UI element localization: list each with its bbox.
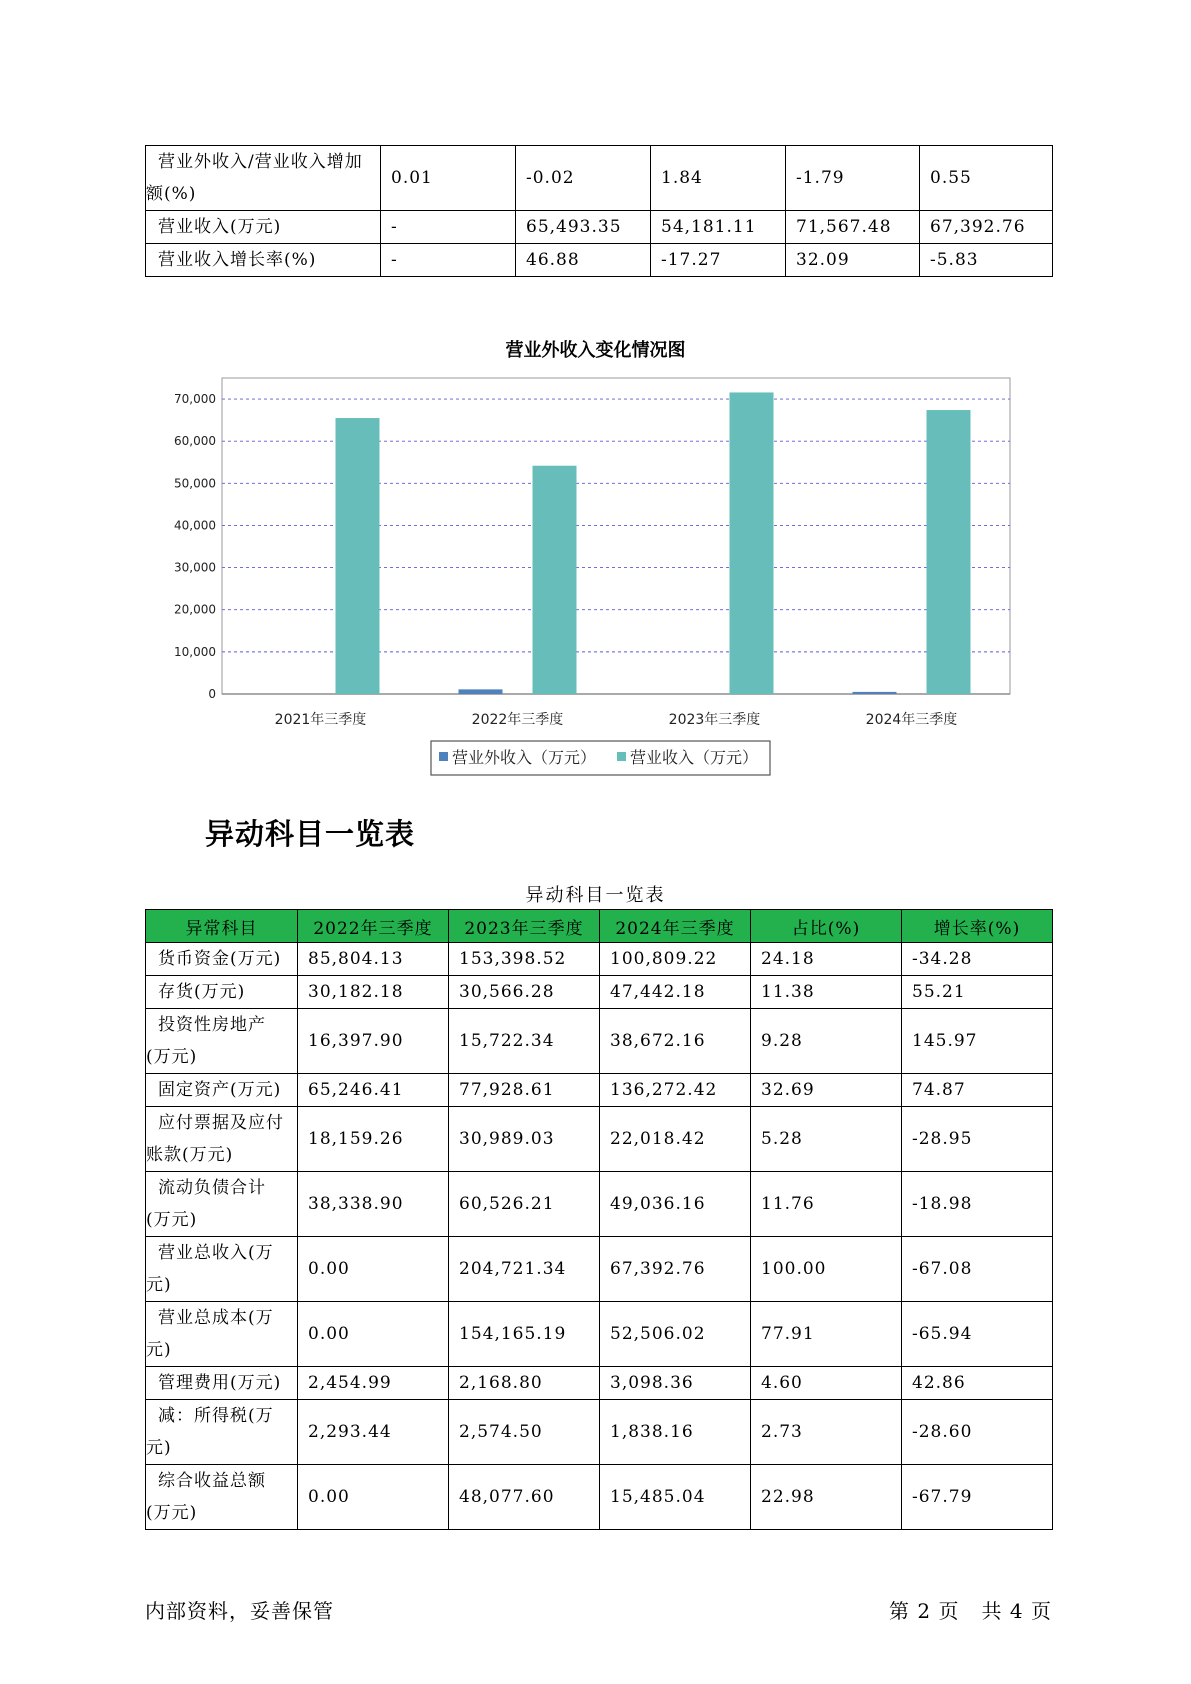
y-tick-label: 50,000	[174, 476, 216, 491]
bar-non-operating-income	[853, 692, 897, 694]
col-header: 异常科目	[146, 910, 298, 943]
cell-value: -18.98	[902, 1172, 1053, 1237]
row-label: 管理费用(万元)	[146, 1367, 298, 1400]
cell-value: 16,397.90	[298, 1009, 449, 1074]
cell-value: 0.55	[920, 146, 1053, 211]
y-tick-label: 40,000	[174, 518, 216, 533]
table-header-row	[146, 910, 1053, 943]
cell-value: 38,338.90	[298, 1172, 449, 1237]
cell-value: 22.98	[751, 1465, 902, 1530]
row-label: 营业外收入/营业收入增加额(%)	[146, 146, 381, 211]
cell-value: 85,804.13	[298, 943, 449, 976]
col-header: 2024年三季度	[600, 910, 751, 943]
cell-value: 47,442.18	[600, 976, 751, 1009]
col-header: 增长率(%)	[902, 910, 1053, 943]
cell-value: 32.09	[786, 244, 920, 277]
cell-value: 0.00	[298, 1237, 449, 1302]
row-label: 投资性房地产(万元)	[146, 1009, 298, 1074]
cell-value: 2,574.50	[449, 1400, 600, 1465]
cell-value: 65,246.41	[298, 1074, 449, 1107]
cell-value: 11.76	[751, 1172, 902, 1237]
cell-value: 77,928.61	[449, 1074, 600, 1107]
cell-value: 11.38	[751, 976, 902, 1009]
table-row	[146, 976, 1053, 1009]
cell-value: 100,809.22	[600, 943, 751, 976]
y-tick-label: 10,000	[174, 644, 216, 659]
cell-value: 0.00	[298, 1465, 449, 1530]
cell-value: 4.60	[751, 1367, 902, 1400]
cell-value: -17.27	[651, 244, 786, 277]
cell-value: 49,036.16	[600, 1172, 751, 1237]
table-row	[146, 1237, 1053, 1302]
cell-value: 55.21	[902, 976, 1053, 1009]
row-label: 营业总成本(万元)	[146, 1302, 298, 1367]
table-row	[146, 1107, 1053, 1172]
cell-value: -	[381, 244, 516, 277]
anomaly-table-body	[146, 943, 1053, 1530]
cell-value: 30,182.18	[298, 976, 449, 1009]
cell-value: 204,721.34	[449, 1237, 600, 1302]
cell-value: 38,672.16	[600, 1009, 751, 1074]
cell-value: -28.60	[902, 1400, 1053, 1465]
col-header: 2022年三季度	[298, 910, 449, 943]
legend-label: 营业外收入（万元）	[452, 748, 597, 767]
row-label: 综合收益总额(万元)	[146, 1465, 298, 1530]
cell-value: 153,398.52	[449, 943, 600, 976]
y-tick-label: 0	[208, 687, 216, 701]
cell-value: 1,838.16	[600, 1400, 751, 1465]
bar-non-operating-income	[459, 689, 503, 694]
cell-value: 77.91	[751, 1302, 902, 1367]
cell-value: 24.18	[751, 943, 902, 976]
cell-value: 60,526.21	[449, 1172, 600, 1237]
row-label: 营业收入(万元)	[146, 211, 381, 244]
cell-value: 67,392.76	[920, 211, 1053, 244]
cell-value: 65,493.35	[516, 211, 651, 244]
cell-value: 46.88	[516, 244, 651, 277]
legend-swatch	[439, 752, 448, 761]
row-label: 存货(万元)	[146, 976, 298, 1009]
table-row	[146, 1465, 1053, 1530]
cell-value: 15,485.04	[600, 1465, 751, 1530]
y-tick-label: 70,000	[174, 392, 216, 407]
cell-value: 0.00	[298, 1302, 449, 1367]
cell-value: 145.97	[902, 1009, 1053, 1074]
cell-value: -5.83	[920, 244, 1053, 277]
cell-value: -34.28	[902, 943, 1053, 976]
cell-value: -0.02	[516, 146, 651, 211]
col-header: 占比(%)	[751, 910, 902, 943]
cell-value: 2.73	[751, 1400, 902, 1465]
bar-operating-income	[533, 466, 577, 694]
chart-title: 营业外收入变化情况图	[505, 340, 686, 361]
table-row	[146, 1302, 1053, 1367]
y-tick-label: 60,000	[174, 434, 216, 449]
bar-operating-income	[336, 418, 380, 694]
cell-value: 2,454.99	[298, 1367, 449, 1400]
row-label: 固定资产(万元)	[146, 1074, 298, 1107]
x-tick-label: 2022年三季度	[471, 712, 564, 728]
cell-value: 1.84	[651, 146, 786, 211]
cell-value: -65.94	[902, 1302, 1053, 1367]
section-heading: 异动科目一览表	[205, 817, 416, 851]
cell-value: 74.87	[902, 1074, 1053, 1107]
cell-value: 71,567.48	[786, 211, 920, 244]
cell-value: 136,272.42	[600, 1074, 751, 1107]
legend-label: 营业收入（万元）	[630, 748, 759, 767]
cell-value: 0.01	[381, 146, 516, 211]
y-tick-label: 20,000	[174, 602, 216, 617]
cell-value: -1.79	[786, 146, 920, 211]
cell-value: 154,165.19	[449, 1302, 600, 1367]
cell-value: 3,098.36	[600, 1367, 751, 1400]
table-row	[146, 1074, 1053, 1107]
cell-value: 30,989.03	[449, 1107, 600, 1172]
row-label: 应付票据及应付账款(万元)	[146, 1107, 298, 1172]
footer-note: 内部资料，妥善保管	[145, 1599, 334, 1623]
row-label: 减：所得税(万元)	[146, 1400, 298, 1465]
cell-value: 18,159.26	[298, 1107, 449, 1172]
x-tick-label: 2024年三季度	[865, 712, 958, 728]
cell-value: 100.00	[751, 1237, 902, 1302]
cell-value: 52,506.02	[600, 1302, 751, 1367]
y-tick-label: 30,000	[174, 560, 216, 575]
cell-value: 5.28	[751, 1107, 902, 1172]
table-caption: 异动科目一览表	[525, 885, 666, 906]
cell-value: 2,168.80	[449, 1367, 600, 1400]
cell-value: 22,018.42	[600, 1107, 751, 1172]
cell-value: 9.28	[751, 1009, 902, 1074]
cell-value: 30,566.28	[449, 976, 600, 1009]
table-row	[146, 1400, 1053, 1465]
table-row	[146, 943, 1053, 976]
table-row	[146, 1009, 1053, 1074]
bar-operating-income	[927, 410, 971, 694]
cell-value: 32.69	[751, 1074, 902, 1107]
bar-operating-income	[730, 392, 774, 694]
table-row	[146, 1172, 1053, 1237]
bar-chart	[0, 0, 1191, 790]
cell-value: -	[381, 211, 516, 244]
page-number: 第 2 页 共 4 页	[889, 1599, 1052, 1623]
anomaly-table	[145, 909, 1053, 1530]
row-label: 营业总收入(万元)	[146, 1237, 298, 1302]
cell-value: -28.95	[902, 1107, 1053, 1172]
cell-value: 48,077.60	[449, 1465, 600, 1530]
cell-value: 42.86	[902, 1367, 1053, 1400]
cell-value: 67,392.76	[600, 1237, 751, 1302]
cell-value: 54,181.11	[651, 211, 786, 244]
row-label: 营业收入增长率(%)	[146, 244, 381, 277]
row-label: 流动负债合计(万元)	[146, 1172, 298, 1237]
x-tick-label: 2023年三季度	[668, 712, 761, 728]
row-label: 货币资金(万元)	[146, 943, 298, 976]
cell-value: -67.08	[902, 1237, 1053, 1302]
cell-value: 2,293.44	[298, 1400, 449, 1465]
col-header: 2023年三季度	[449, 910, 600, 943]
legend-swatch	[617, 752, 626, 761]
x-tick-label: 2021年三季度	[274, 712, 367, 728]
cell-value: 15,722.34	[449, 1009, 600, 1074]
table-row	[146, 1367, 1053, 1400]
cell-value: -67.79	[902, 1465, 1053, 1530]
